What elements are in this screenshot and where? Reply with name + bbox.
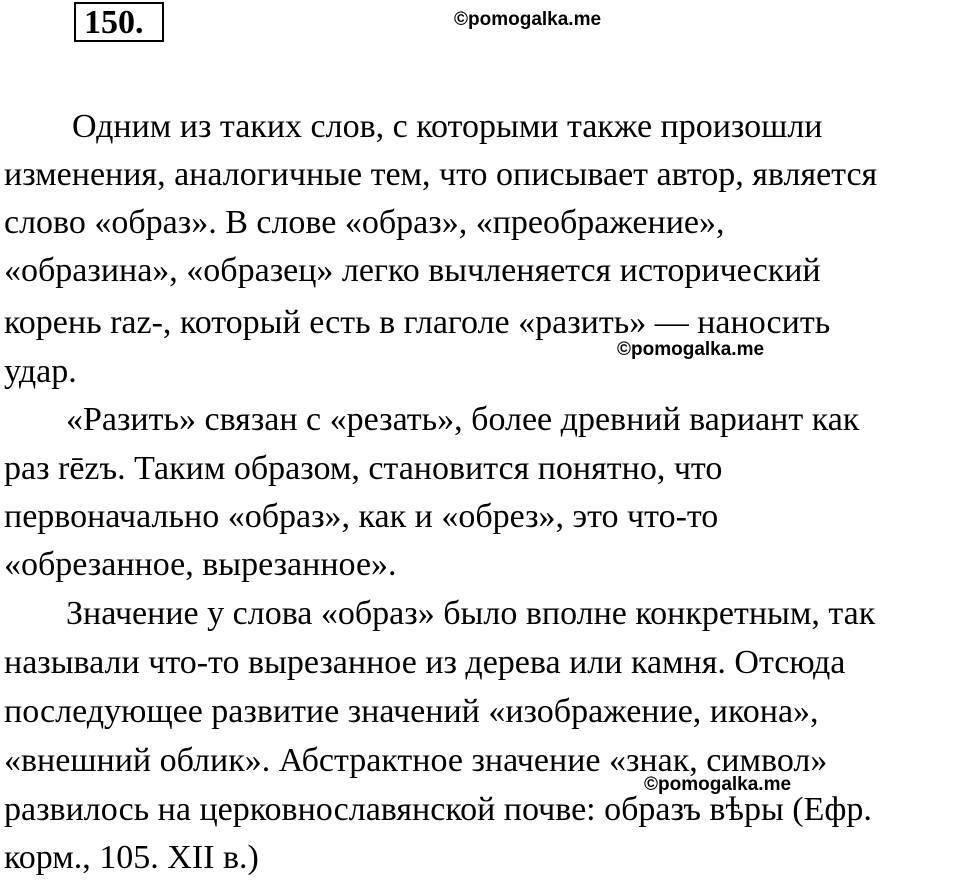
- paragraph-line: корень raz-, который есть в глаголе «разить» — наносить: [4, 304, 831, 341]
- task-number: 150.: [74, 2, 164, 42]
- paragraph-line: первоначально «образ», как и «обрез», это что-то: [4, 498, 719, 535]
- paragraph-line: Одним из таких слов, с которыми также произошли: [72, 108, 823, 145]
- paragraph-line: называли что-то вырезанное из дерева или камня. Отсюда: [4, 644, 846, 681]
- watermark-top: ©pomogalka.me: [454, 9, 602, 30]
- paragraph-line: «внешний облик». Абстрактное значение «знак, символ»: [4, 742, 828, 779]
- paragraph-line: последующее развитие значений «изображение, икона»,: [4, 693, 819, 730]
- paragraph-line: «образина», «образец» легко вычленяется исторический: [4, 252, 821, 289]
- watermark-middle: ©pomogalka.me: [617, 339, 765, 360]
- paragraph-line: изменения, аналогичные тем, что описывает автор, является: [4, 156, 878, 193]
- paragraph-line: «обрезанное, вырезанное».: [4, 546, 397, 583]
- watermark-bottom: ©pomogalka.me: [644, 774, 792, 795]
- paragraph-line: слово «образ». В слове «образ», «преображение»,: [4, 204, 725, 241]
- paragraph-line: удар.: [4, 353, 77, 390]
- paragraph-line: раз rēzъ. Таким образом, становится понятно, что: [4, 450, 723, 487]
- paragraph-line: корм., 105. XII в.): [4, 839, 259, 876]
- paragraph-line: Значение у слова «образ» было вполне конкретным, так: [66, 595, 876, 632]
- paragraph-line: развилось на церковнославянской почве: образъ вѣры (Ефр.: [4, 791, 872, 828]
- paragraph-line: «Разить» связан с «резать», более древний вариант как: [66, 401, 860, 438]
